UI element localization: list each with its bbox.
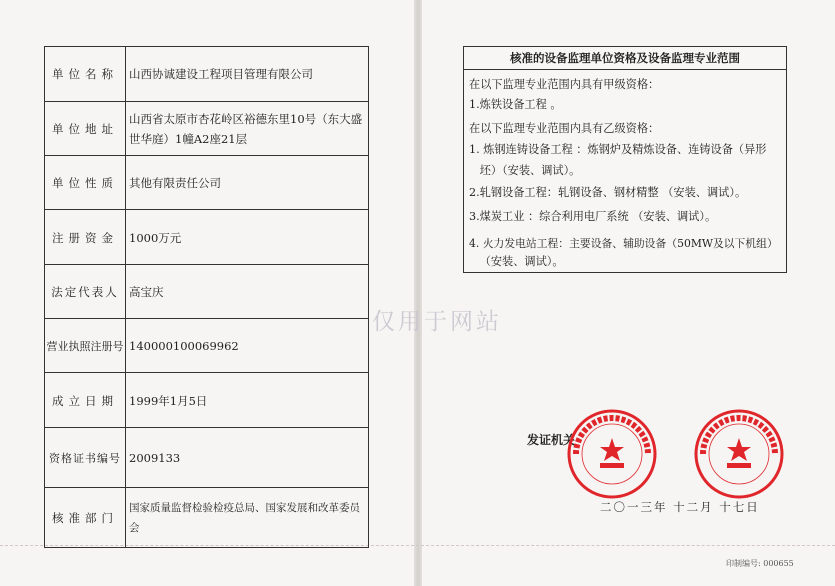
quality-inspection-seal xyxy=(566,408,658,500)
value-address: 山西省太原市杏花岭区裕德东里10号（东大盛世华庭）1幢A2座21层 xyxy=(129,112,363,146)
scope-line-3: 在以下监理专业范围内具有乙级资格： xyxy=(469,122,660,135)
row-cert-no xyxy=(45,427,368,488)
row-capital xyxy=(45,209,368,265)
value-nature: 其他有限责任公司 xyxy=(129,176,221,190)
issue-date: 二〇一三年 十二月 十七日 xyxy=(600,500,760,514)
value-license-no: 140000100069962 xyxy=(129,339,239,353)
row-license-no xyxy=(45,318,368,373)
row-company-name xyxy=(45,47,368,101)
value-capital: 1000万元 xyxy=(129,230,182,245)
watermark-text: 仅用于网站 xyxy=(372,309,502,335)
row-approver xyxy=(45,487,368,548)
print-number: 印制编号: 000655 xyxy=(726,559,794,568)
scope-line-9: （安装、调试）。 xyxy=(469,255,564,268)
scope-line-1: 在以下监理专业范围内具有甲级资格： xyxy=(469,78,660,91)
issuer-label: 发证机关 xyxy=(527,433,576,447)
label-license-no: 营业执照注册号 xyxy=(45,319,126,373)
scope-line-6: 2.轧钢设备工程：轧钢设备、钢材精整 （安装、调试）。 xyxy=(469,186,747,199)
scope-line-8: 4. 火力发电站工程：主要设备、辅助设备（50MW及以下机组） xyxy=(469,237,778,250)
value-company-name: 山西协诚建设工程项目管理有限公司 xyxy=(129,67,313,81)
label-approver: 核准部门 xyxy=(45,488,126,548)
company-info-table xyxy=(44,46,369,548)
scope-line-2: 1.炼铁设备工程 。 xyxy=(469,98,562,111)
qualification-scope-box xyxy=(463,46,787,273)
development-reform-seal xyxy=(693,408,785,500)
value-legal-rep: 高宝庆 xyxy=(129,285,164,299)
row-established xyxy=(45,372,368,428)
label-company-name: 单位名称 xyxy=(45,47,126,101)
label-capital: 注册资金 xyxy=(45,210,126,265)
value-cert-no: 2009133 xyxy=(129,451,181,465)
value-established: 1999年1月5日 xyxy=(129,393,208,408)
row-address xyxy=(45,101,368,156)
book-spine xyxy=(414,0,422,586)
label-cert-no: 资格证书编号 xyxy=(45,428,126,488)
row-nature xyxy=(45,155,368,210)
label-nature: 单位性质 xyxy=(45,156,126,210)
label-established: 成立日期 xyxy=(45,373,126,428)
label-address: 单位地址 xyxy=(45,102,126,156)
label-legal-rep: 法定代表人 xyxy=(45,265,126,319)
scope-title: 核准的设备监理单位资格及设备监理专业范围 xyxy=(464,47,786,70)
scope-line-4: 1. 炼钢连铸设备工程 ：炼钢炉及精炼设备、连铸设备（异形 xyxy=(469,143,767,156)
scope-line-5: 坯）（安装、调试）。 xyxy=(469,164,581,177)
row-legal-rep xyxy=(45,264,368,319)
value-approver: 国家质量监督检验检疫总局、国家发展和改革委员会 xyxy=(129,502,360,534)
scope-line-7: 3.煤炭工业 ：综合利用电厂系统 （安装、调试）。 xyxy=(469,210,717,223)
